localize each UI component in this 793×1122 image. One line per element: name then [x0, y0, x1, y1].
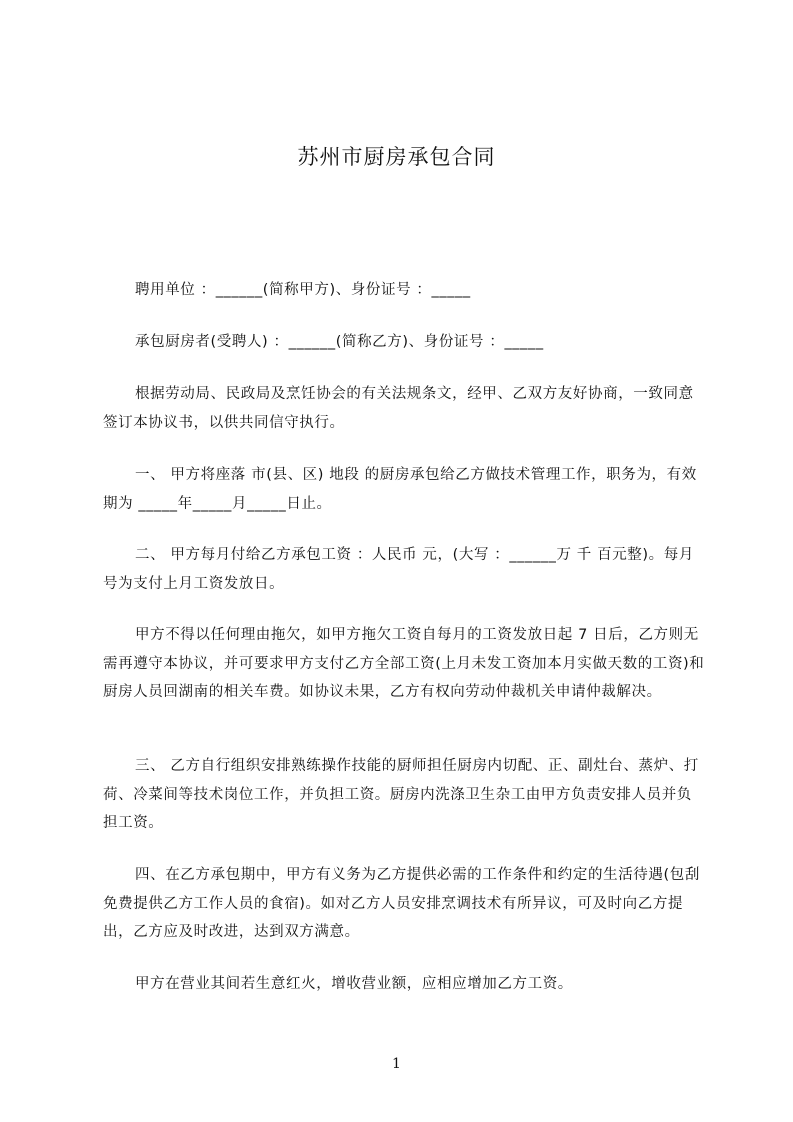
bonus-paragraph: 甲方在营业其间若生意红火，增收营业额，应相应增加乙方工资。	[135, 976, 573, 992]
clause-4-paragraph: 四、在乙方承包期中，甲方有义务为乙方提供必需的工作条件和约定的生活待遇(包刮免费提供乙方工作人员的食宿)。如对乙方人员安排烹调技术有所异议，可及时向乙方提出，乙方应及时改进，达到双方满意。	[103, 867, 700, 940]
payment-default-paragraph: 甲方不得以任何理由拖欠，如甲方拖欠工资自每月的工资发放日起 7 日后，乙方则无需再遵守本协议，并可要求甲方支付乙方全部工资(上月未发工资加本月实做天数的工资)和厨房人员回湖南的相关车费。如协议未果，乙方有权向劳动仲裁机关申请仲裁解决。	[103, 627, 705, 700]
preamble-paragraph: 根据劳动局、民政局及烹饪协会的有关法规条文，经甲、乙双方友好协商，一致同意签订本协议书，以供共同信守执行。	[103, 386, 694, 431]
clause-2-paragraph: 二、 甲方每月付给乙方承包工资 ：人民币 元，(大写 ：______万 千 百元整)。每月 号为支付上月工资发放日。	[103, 547, 694, 592]
employer-info-line: 聘用单位 ：______(简称甲方)、身份证号 ：_____	[135, 282, 471, 298]
clause-1-paragraph: 一、 甲方将座落 市(县、区) 地段 的厨房承包给乙方做技术管理工作，职务为，有效期为 _____年_____月_____日止。	[103, 467, 697, 512]
page-number: 1	[392, 1056, 401, 1072]
document-title: 苏州市厨房承包合同	[297, 145, 496, 169]
clause-3-paragraph: 三、 乙方自行组织安排熟练操作技能的厨师担任厨房内切配、正、副灶台、蒸炉、打荷、冷菜间等技术岗位工作，并负担工资。厨房内洗涤卫生杂工由甲方负责安排人员并负担工资。	[103, 758, 699, 831]
contractor-info-line: 承包厨房者(受聘人) ：______(简称乙方)、身份证号 ：_____	[135, 334, 544, 350]
